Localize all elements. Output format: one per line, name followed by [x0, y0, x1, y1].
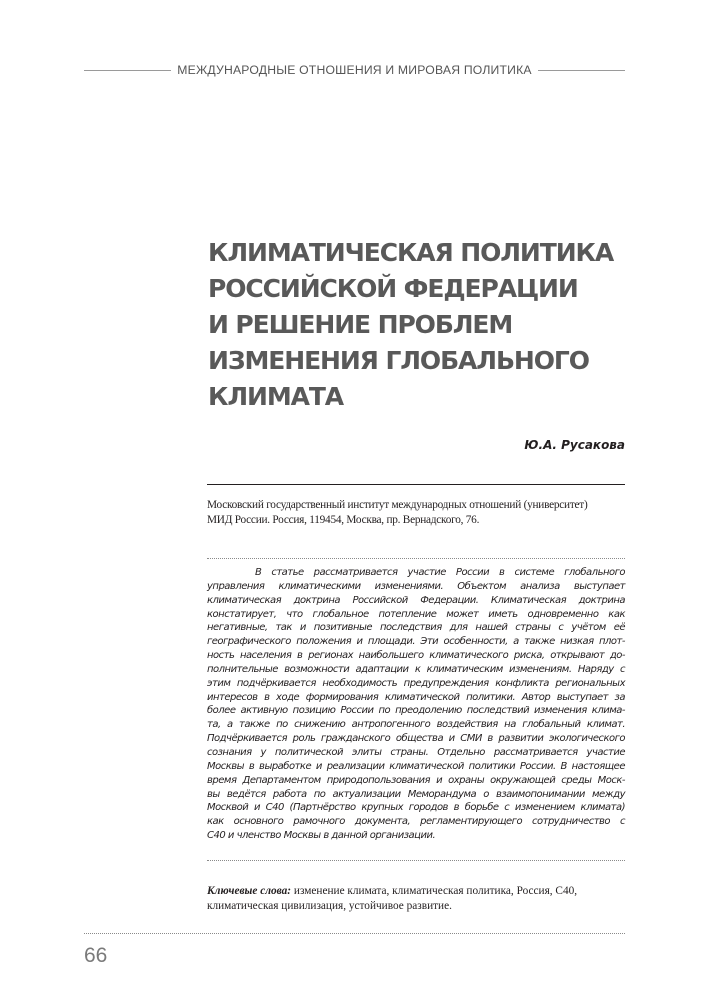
abstract-line: та, а также по снижению антропогенного воздействия на глобальный климат. [207, 719, 625, 731]
header-rule-left [84, 70, 171, 71]
abstract-line: управления климатическими изменениями. Объектом анализа выступает [207, 580, 625, 592]
title-line: КЛИМАТИЧЕСКАЯ ПОЛИТИКА [208, 238, 614, 267]
abstract-line: Подчёркивается роль гражданского общества и СМИ в развитии экологического [207, 733, 625, 745]
abstract [207, 566, 625, 843]
abstract-line: более активную позицию России по преодолению последствий изменения клима- [207, 705, 625, 717]
section-title: МЕЖДУНАРОДНЫЕ ОТНОШЕНИЯ И МИРОВАЯ ПОЛИТИКА [177, 63, 532, 77]
footer-divider [84, 933, 625, 934]
abstract-line: Москвой и С40 (Партнёрство крупных городов в борьбе с изменением климата) [207, 802, 625, 814]
author-name: Ю.А. Русакова [524, 438, 625, 452]
abstract-line: этим подчёркивается необходимость предупреждения конфликта региональных [207, 677, 625, 689]
page-number: 66 [84, 944, 108, 967]
abstract-line: Москвы в выработке и реализации климатической политики России. В настоящее [207, 760, 625, 772]
abstract-line: констатирует, что глобальное потепление может иметь одновременно как [207, 608, 625, 620]
abstract-line: как основного рамочного документа, регламентирующего сотрудничество с [207, 816, 625, 828]
header-rule-right [538, 70, 625, 71]
abstract-line: сознания у политической элиты страны. Отдельно рассматривается участие [207, 746, 625, 758]
running-header [84, 61, 625, 79]
title-line: И РЕШЕНИЕ ПРОБЛЕМ [208, 310, 513, 339]
title-line: КЛИМАТА [208, 382, 344, 411]
abstract-bottom-divider [207, 860, 625, 861]
abstract-line: негативные, так и позитивные последствия для нашей страны с учётом её [207, 622, 625, 634]
title-line: РОССИЙСКОЙ ФЕДЕРАЦИИ [208, 274, 578, 303]
abstract-top-divider [207, 558, 625, 559]
affiliation [207, 498, 627, 528]
keywords [207, 884, 627, 913]
affiliation-divider [207, 484, 625, 485]
abstract-line: В статье рассматривается участие России в системе глобального [255, 567, 625, 578]
keywords-label: Ключевые слова: [207, 885, 292, 897]
abstract-line: климатическая доктрина Российской Федерации. Климатическая доктрина [207, 594, 625, 606]
affiliation-line: МИД России. Россия, 119454, Москва, пр. Вернадского, 76. [207, 514, 480, 526]
title-line: ИЗМЕНЕНИЯ ГЛОБАЛЬНОГО [208, 346, 589, 375]
article-title [208, 235, 638, 415]
abstract-line: интересов в ходе формирования климатической политики. Автор выступает за [207, 691, 625, 703]
keywords-line: климатическая цивилизация, устойчивое развитие. [207, 899, 452, 912]
affiliation-line: Московский государственный институт международных отношений (университет) [207, 499, 588, 511]
keywords-line [207, 884, 627, 899]
abstract-line: полнительные возможности адаптации к климатическим изменениям. Наряду с [207, 663, 625, 675]
abstract-line: географического положения и площади. Эти особенности, а также низкая плот- [207, 636, 625, 648]
abstract-line: время Департаментом природопользования и охраны окружающей среды Моск- [207, 774, 625, 786]
abstract-line: С40 и членство Москвы в данной организации. [207, 830, 436, 842]
abstract-line: вы ведётся работа по актуализации Меморандума о взаимопонимании между [207, 788, 625, 800]
abstract-line: ность населения в регионах наибольшего климатического риска, открывают до- [207, 650, 625, 662]
keywords-text: изменение климата, климатическая политика, Россия, С40, [291, 885, 578, 897]
